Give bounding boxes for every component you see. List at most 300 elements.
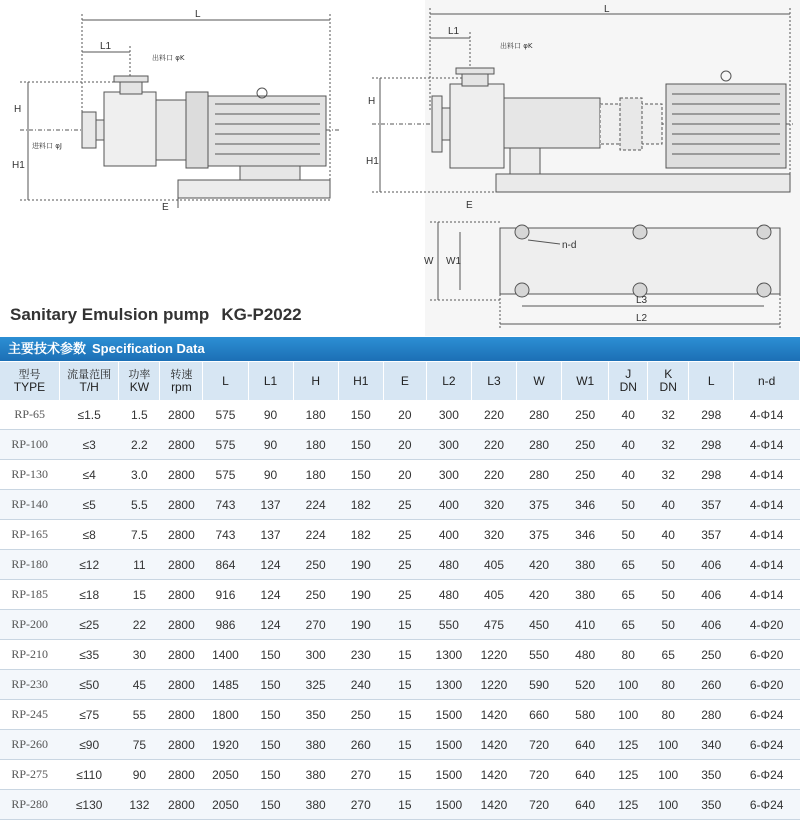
table-cell: 350 bbox=[689, 790, 734, 820]
column-header-line1: H1 bbox=[353, 373, 369, 388]
right-dim-L1: L1 bbox=[448, 26, 460, 37]
column-header-line2: TYPE bbox=[13, 380, 46, 394]
table-cell: 25 bbox=[383, 490, 426, 520]
table-cell: 1420 bbox=[471, 790, 516, 820]
table-cell: 124 bbox=[248, 610, 293, 640]
table-cell: 150 bbox=[248, 670, 293, 700]
column-header-line1: W bbox=[533, 373, 545, 388]
table-cell: 25 bbox=[383, 580, 426, 610]
table-cell: 520 bbox=[562, 670, 609, 700]
table-cell: 50 bbox=[648, 610, 689, 640]
model-type-cell: RP-210 bbox=[0, 640, 59, 670]
table-cell: 4-Φ14 bbox=[734, 580, 800, 610]
left-dim-E: E bbox=[162, 202, 169, 213]
table-row bbox=[0, 520, 800, 550]
table-cell: 15 bbox=[119, 580, 160, 610]
table-cell: ≤12 bbox=[59, 550, 118, 580]
table-cell: 40 bbox=[609, 400, 648, 430]
column-header-line2: KW bbox=[129, 380, 150, 394]
table-cell: 1420 bbox=[471, 760, 516, 790]
table-cell: 405 bbox=[471, 550, 516, 580]
right-dim-L: L bbox=[604, 4, 610, 15]
column-header bbox=[338, 362, 383, 400]
table-cell: 4-Φ14 bbox=[734, 550, 800, 580]
table-cell: 220 bbox=[471, 460, 516, 490]
table-cell: 357 bbox=[689, 520, 734, 550]
model-type-cell: RP-180 bbox=[0, 550, 59, 580]
spec-section-header bbox=[0, 337, 800, 361]
table-cell: 2800 bbox=[160, 520, 203, 550]
left-dim-H: H bbox=[14, 104, 22, 115]
table-cell: 4-Φ14 bbox=[734, 460, 800, 490]
table-cell: 250 bbox=[293, 580, 338, 610]
column-header-line1: L bbox=[707, 373, 715, 388]
table-cell: 250 bbox=[689, 640, 734, 670]
table-cell: 1220 bbox=[471, 640, 516, 670]
table-cell: ≤130 bbox=[59, 790, 118, 820]
table-cell: 20 bbox=[383, 400, 426, 430]
spec-table bbox=[0, 362, 800, 820]
model-type-cell: RP-100 bbox=[0, 430, 59, 460]
table-cell: 4-Φ14 bbox=[734, 490, 800, 520]
table-cell: 298 bbox=[689, 430, 734, 460]
table-cell: 50 bbox=[648, 550, 689, 580]
table-cell: 2800 bbox=[160, 760, 203, 790]
table-row bbox=[0, 790, 800, 820]
table-cell: 100 bbox=[648, 730, 689, 760]
table-cell: ≤90 bbox=[59, 730, 118, 760]
table-cell: 15 bbox=[383, 700, 426, 730]
column-header-line2: DN bbox=[659, 380, 677, 394]
table-cell: 300 bbox=[426, 400, 471, 430]
table-cell: 1500 bbox=[426, 700, 471, 730]
model-type-cell: RP-140 bbox=[0, 490, 59, 520]
base-dim-L2: L2 bbox=[636, 313, 648, 324]
table-cell: 1485 bbox=[203, 670, 248, 700]
table-cell: 720 bbox=[517, 760, 562, 790]
table-cell: 50 bbox=[609, 490, 648, 520]
table-cell: 400 bbox=[426, 520, 471, 550]
table-cell: 2800 bbox=[160, 460, 203, 490]
table-cell: 380 bbox=[293, 760, 338, 790]
table-cell: 743 bbox=[203, 490, 248, 520]
column-header bbox=[689, 362, 734, 400]
column-header-line1: 功率 bbox=[128, 368, 151, 381]
table-cell: 100 bbox=[648, 760, 689, 790]
column-header-line1: H bbox=[311, 373, 320, 388]
table-cell: 1220 bbox=[471, 670, 516, 700]
table-cell: 40 bbox=[609, 430, 648, 460]
table-cell: 90 bbox=[248, 430, 293, 460]
table-cell: 280 bbox=[517, 460, 562, 490]
column-header-line1: W1 bbox=[576, 373, 595, 388]
table-cell: 420 bbox=[517, 550, 562, 580]
table-cell: 2800 bbox=[160, 670, 203, 700]
column-header-line2: T/H bbox=[79, 380, 99, 394]
table-cell: 270 bbox=[293, 610, 338, 640]
table-cell: 40 bbox=[648, 490, 689, 520]
table-cell: 1500 bbox=[426, 790, 471, 820]
table-cell: 190 bbox=[338, 550, 383, 580]
table-cell: 80 bbox=[609, 640, 648, 670]
product-title bbox=[10, 305, 302, 325]
model-type-cell: RP-275 bbox=[0, 760, 59, 790]
column-header bbox=[562, 362, 609, 400]
table-row bbox=[0, 730, 800, 760]
table-cell: ≤50 bbox=[59, 670, 118, 700]
table-cell: 55 bbox=[119, 700, 160, 730]
model-type-cell: RP-185 bbox=[0, 580, 59, 610]
table-cell: 230 bbox=[338, 640, 383, 670]
table-cell: 5.5 bbox=[119, 490, 160, 520]
table-cell: 916 bbox=[203, 580, 248, 610]
table-cell: 6-Φ20 bbox=[734, 640, 800, 670]
table-cell: ≤25 bbox=[59, 610, 118, 640]
table-cell: 15 bbox=[383, 730, 426, 760]
table-cell: 150 bbox=[338, 430, 383, 460]
column-header bbox=[0, 362, 59, 400]
table-cell: 40 bbox=[609, 460, 648, 490]
model-type-cell: RP-165 bbox=[0, 520, 59, 550]
table-cell: 2800 bbox=[160, 400, 203, 430]
table-cell: 250 bbox=[562, 400, 609, 430]
left-inlet-label: 进料口 φJ bbox=[32, 142, 62, 150]
table-cell: 190 bbox=[338, 580, 383, 610]
table-cell: 340 bbox=[689, 730, 734, 760]
table-cell: 270 bbox=[338, 790, 383, 820]
table-cell: 1920 bbox=[203, 730, 248, 760]
table-cell: 150 bbox=[338, 460, 383, 490]
column-header-line1: L1 bbox=[263, 373, 278, 388]
table-cell: 480 bbox=[562, 640, 609, 670]
table-cell: 20 bbox=[383, 430, 426, 460]
column-header-line1: 流量范围 bbox=[67, 368, 112, 381]
table-cell: 410 bbox=[562, 610, 609, 640]
right-outlet-label: 出料口 φK bbox=[500, 42, 533, 50]
table-cell: 150 bbox=[248, 790, 293, 820]
table-cell: 298 bbox=[689, 460, 734, 490]
spec-title-cn: 主要技术参数 bbox=[8, 342, 87, 357]
table-cell: 640 bbox=[562, 790, 609, 820]
table-cell: ≤75 bbox=[59, 700, 118, 730]
table-cell: 380 bbox=[293, 730, 338, 760]
table-cell: 550 bbox=[517, 640, 562, 670]
table-cell: 4-Φ14 bbox=[734, 430, 800, 460]
table-cell: 182 bbox=[338, 520, 383, 550]
table-cell: 80 bbox=[648, 670, 689, 700]
table-cell: 4-Φ20 bbox=[734, 610, 800, 640]
technical-drawings bbox=[0, 0, 800, 336]
column-header-line2: DN bbox=[619, 380, 637, 394]
table-cell: ≤35 bbox=[59, 640, 118, 670]
table-cell: 660 bbox=[517, 700, 562, 730]
table-cell: 220 bbox=[471, 400, 516, 430]
table-cell: 100 bbox=[609, 700, 648, 730]
base-dim-W1: W1 bbox=[446, 256, 461, 267]
table-cell: 4-Φ14 bbox=[734, 400, 800, 430]
table-cell: 380 bbox=[562, 550, 609, 580]
table-cell: 270 bbox=[338, 760, 383, 790]
table-cell: 300 bbox=[426, 430, 471, 460]
table-body bbox=[0, 400, 800, 820]
table-cell: 220 bbox=[471, 430, 516, 460]
table-cell: 2800 bbox=[160, 430, 203, 460]
table-cell: 125 bbox=[609, 790, 648, 820]
table-cell: 250 bbox=[562, 460, 609, 490]
column-header-line1: n-d bbox=[757, 373, 776, 388]
model-type-cell: RP-65 bbox=[0, 400, 59, 430]
model-type-cell: RP-230 bbox=[0, 670, 59, 700]
table-cell: 40 bbox=[648, 520, 689, 550]
base-dim-nd: n-d bbox=[562, 240, 577, 251]
table-cell: 25 bbox=[383, 520, 426, 550]
table-cell: 580 bbox=[562, 700, 609, 730]
table-cell: 4-Φ14 bbox=[734, 520, 800, 550]
table-row bbox=[0, 640, 800, 670]
table-cell: ≤18 bbox=[59, 580, 118, 610]
right-dim-E: E bbox=[466, 200, 473, 211]
table-cell: 1400 bbox=[203, 640, 248, 670]
column-header-line2: rpm bbox=[171, 380, 192, 394]
table-cell: ≤3 bbox=[59, 430, 118, 460]
table-row bbox=[0, 580, 800, 610]
table-cell: 124 bbox=[248, 580, 293, 610]
table-cell: 375 bbox=[517, 520, 562, 550]
table-cell: 65 bbox=[609, 580, 648, 610]
table-cell: 124 bbox=[248, 550, 293, 580]
table-cell: 400 bbox=[426, 490, 471, 520]
column-header bbox=[609, 362, 648, 400]
model-type-cell: RP-130 bbox=[0, 460, 59, 490]
table-cell: 346 bbox=[562, 490, 609, 520]
table-cell: 125 bbox=[609, 760, 648, 790]
table-cell: 100 bbox=[648, 790, 689, 820]
table-cell: 32 bbox=[648, 430, 689, 460]
table-cell: 150 bbox=[248, 700, 293, 730]
column-header-line1: L3 bbox=[487, 373, 501, 388]
table-cell: 720 bbox=[517, 730, 562, 760]
table-cell: 1420 bbox=[471, 700, 516, 730]
table-cell: 132 bbox=[119, 790, 160, 820]
column-header-line1: 转速 bbox=[170, 368, 193, 381]
table-cell: 298 bbox=[689, 400, 734, 430]
table-cell: ≤110 bbox=[59, 760, 118, 790]
table-cell: 32 bbox=[648, 400, 689, 430]
table-cell: 406 bbox=[689, 580, 734, 610]
table-cell: 45 bbox=[119, 670, 160, 700]
right-dim-H: H bbox=[368, 96, 376, 107]
table-cell: 260 bbox=[338, 730, 383, 760]
table-cell: 640 bbox=[562, 730, 609, 760]
table-cell: 2800 bbox=[160, 700, 203, 730]
table-cell: 65 bbox=[609, 610, 648, 640]
table-cell: 30 bbox=[119, 640, 160, 670]
table-row bbox=[0, 610, 800, 640]
column-header bbox=[160, 362, 203, 400]
table-cell: 22 bbox=[119, 610, 160, 640]
table-cell: 575 bbox=[203, 460, 248, 490]
table-cell: 6-Φ24 bbox=[734, 790, 800, 820]
table-cell: ≤1.5 bbox=[59, 400, 118, 430]
table-row bbox=[0, 430, 800, 460]
table-cell: 480 bbox=[426, 580, 471, 610]
table-cell: 250 bbox=[293, 550, 338, 580]
table-cell: 1800 bbox=[203, 700, 248, 730]
table-cell: 6-Φ24 bbox=[734, 730, 800, 760]
table-cell: 575 bbox=[203, 400, 248, 430]
table-cell: 6-Φ24 bbox=[734, 760, 800, 790]
table-cell: 15 bbox=[383, 760, 426, 790]
model-type-cell: RP-260 bbox=[0, 730, 59, 760]
column-header bbox=[648, 362, 689, 400]
table-cell: 15 bbox=[383, 670, 426, 700]
table-cell: 346 bbox=[562, 520, 609, 550]
table-cell: 90 bbox=[119, 760, 160, 790]
table-cell: ≤5 bbox=[59, 490, 118, 520]
base-dim-W: W bbox=[424, 256, 434, 267]
table-cell: 350 bbox=[689, 760, 734, 790]
table-cell: 406 bbox=[689, 550, 734, 580]
table-cell: 375 bbox=[517, 490, 562, 520]
table-cell: 180 bbox=[293, 430, 338, 460]
right-dim-H1: H1 bbox=[366, 156, 379, 167]
column-header bbox=[426, 362, 471, 400]
table-cell: ≤8 bbox=[59, 520, 118, 550]
table-cell: 6-Φ24 bbox=[734, 700, 800, 730]
table-cell: 2050 bbox=[203, 790, 248, 820]
table-cell: 1300 bbox=[426, 670, 471, 700]
table-cell: 590 bbox=[517, 670, 562, 700]
table-cell: 300 bbox=[293, 640, 338, 670]
table-cell: 420 bbox=[517, 580, 562, 610]
table-cell: 150 bbox=[248, 730, 293, 760]
table-row bbox=[0, 760, 800, 790]
table-cell: 2800 bbox=[160, 640, 203, 670]
table-row bbox=[0, 460, 800, 490]
table-cell: 3.0 bbox=[119, 460, 160, 490]
table-cell: 320 bbox=[471, 520, 516, 550]
table-cell: 1500 bbox=[426, 760, 471, 790]
table-cell: 575 bbox=[203, 430, 248, 460]
table-cell: 300 bbox=[426, 460, 471, 490]
table-cell: 2800 bbox=[160, 610, 203, 640]
column-header bbox=[734, 362, 800, 400]
table-row bbox=[0, 400, 800, 430]
table-cell: 15 bbox=[383, 640, 426, 670]
table-cell: 2800 bbox=[160, 490, 203, 520]
table-cell: 475 bbox=[471, 610, 516, 640]
table-cell: 480 bbox=[426, 550, 471, 580]
table-cell: 640 bbox=[562, 760, 609, 790]
table-cell: 1500 bbox=[426, 730, 471, 760]
table-cell: 150 bbox=[338, 400, 383, 430]
left-dim-L: L bbox=[195, 9, 201, 20]
table-cell: 224 bbox=[293, 490, 338, 520]
column-header-line1: 型号 bbox=[18, 368, 41, 381]
column-header-line1: J bbox=[625, 367, 632, 381]
table-cell: 15 bbox=[383, 610, 426, 640]
table-cell: 743 bbox=[203, 520, 248, 550]
table-cell: 450 bbox=[517, 610, 562, 640]
table-cell: 406 bbox=[689, 610, 734, 640]
table-cell: 2800 bbox=[160, 550, 203, 580]
column-header bbox=[293, 362, 338, 400]
table-cell: 250 bbox=[562, 430, 609, 460]
table-cell: 357 bbox=[689, 490, 734, 520]
table-cell: 280 bbox=[517, 430, 562, 460]
table-cell: 180 bbox=[293, 400, 338, 430]
table-cell: 280 bbox=[689, 700, 734, 730]
column-header-line1: K bbox=[664, 367, 673, 381]
column-header-line1: L2 bbox=[442, 373, 456, 388]
table-cell: 1.5 bbox=[119, 400, 160, 430]
table-cell: 280 bbox=[517, 400, 562, 430]
table-cell: 65 bbox=[609, 550, 648, 580]
table-cell: 2050 bbox=[203, 760, 248, 790]
table-row bbox=[0, 550, 800, 580]
table-cell: 405 bbox=[471, 580, 516, 610]
base-dim-L3: L3 bbox=[636, 295, 648, 306]
table-cell: 15 bbox=[383, 790, 426, 820]
table-cell: 240 bbox=[338, 670, 383, 700]
table-cell: 190 bbox=[338, 610, 383, 640]
table-cell: 260 bbox=[689, 670, 734, 700]
table-cell: 2800 bbox=[160, 730, 203, 760]
dimension-drawings-svg bbox=[0, 0, 800, 336]
table-cell: 65 bbox=[648, 640, 689, 670]
table-cell: 25 bbox=[383, 550, 426, 580]
table-cell: 250 bbox=[338, 700, 383, 730]
table-cell: 320 bbox=[471, 490, 516, 520]
column-header-line1: E bbox=[400, 373, 409, 388]
product-model: KG-P2022 bbox=[221, 305, 302, 324]
table-cell: 75 bbox=[119, 730, 160, 760]
column-header bbox=[517, 362, 562, 400]
table-cell: 32 bbox=[648, 460, 689, 490]
table-cell: 864 bbox=[203, 550, 248, 580]
column-header bbox=[471, 362, 516, 400]
column-header bbox=[248, 362, 293, 400]
table-row bbox=[0, 700, 800, 730]
left-dim-H1: H1 bbox=[12, 160, 25, 171]
table-cell: 150 bbox=[248, 760, 293, 790]
table-cell: 11 bbox=[119, 550, 160, 580]
model-type-cell: RP-245 bbox=[0, 700, 59, 730]
table-cell: 2800 bbox=[160, 580, 203, 610]
table-cell: 100 bbox=[609, 670, 648, 700]
table-cell: 350 bbox=[293, 700, 338, 730]
table-cell: 1300 bbox=[426, 640, 471, 670]
table-cell: 125 bbox=[609, 730, 648, 760]
table-header-row bbox=[0, 362, 800, 400]
table-cell: 150 bbox=[248, 640, 293, 670]
table-cell: 1420 bbox=[471, 730, 516, 760]
table-cell: 986 bbox=[203, 610, 248, 640]
left-outlet-label: 出料口 φK bbox=[152, 54, 185, 62]
table-cell: 90 bbox=[248, 400, 293, 430]
table-cell: 50 bbox=[609, 520, 648, 550]
table-cell: 6-Φ20 bbox=[734, 670, 800, 700]
table-cell: 380 bbox=[293, 790, 338, 820]
model-type-cell: RP-200 bbox=[0, 610, 59, 640]
left-dim-L1: L1 bbox=[100, 41, 112, 52]
column-header bbox=[383, 362, 426, 400]
column-header bbox=[203, 362, 248, 400]
table-row bbox=[0, 670, 800, 700]
column-header-line1: L bbox=[222, 373, 229, 388]
table-cell: 325 bbox=[293, 670, 338, 700]
product-name: Sanitary Emulsion pump bbox=[10, 305, 210, 324]
